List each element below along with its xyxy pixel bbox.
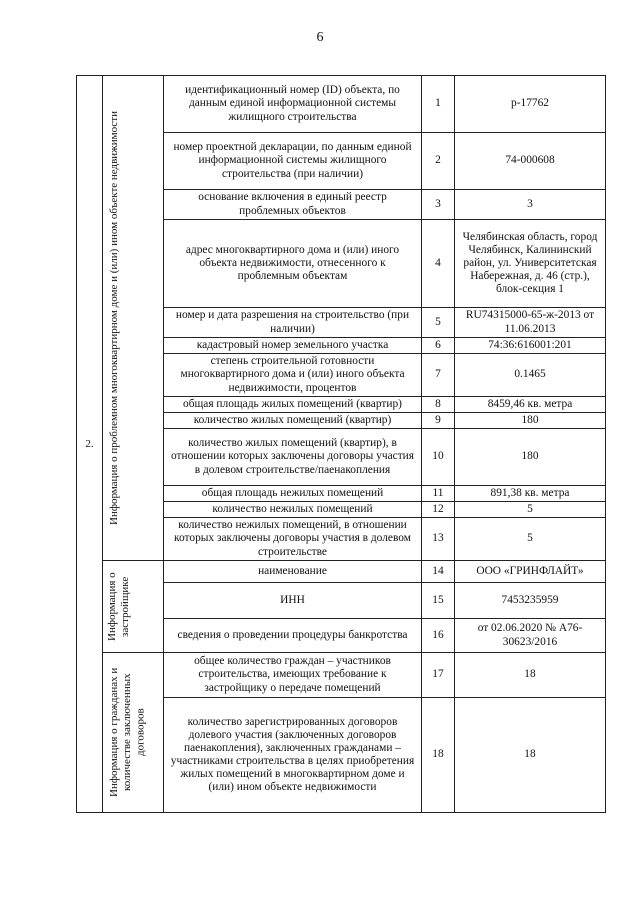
row-value: 5 [455, 518, 606, 561]
row-number: 11 [422, 486, 455, 502]
row-value: 7453235959 [455, 583, 606, 619]
row-label: количество зарегистрированных договоров долевого участия (заключенных договоров паенакопления), заключенных гражданами – участниками строительства в целях приобретения жилых помещений в многоквартирном доме и (или) ином объекте недвижимости [164, 698, 422, 813]
row-value: 0.1465 [455, 354, 606, 397]
row-label: общее количество граждан – участников строительства, имеющих требование к застройщику о передаче помещений [164, 653, 422, 698]
row-value: 180 [455, 429, 606, 486]
row-label: общая площадь нежилых помещений [164, 486, 422, 502]
row-label: степень строительной готовности многоквартирного дома и (или) иного объекта недвижимости, процентов [164, 354, 422, 397]
row-number: 5 [422, 308, 455, 338]
row-label: количество нежилых помещений, в отношении которых заключены договоры участия в долевом строительстве [164, 518, 422, 561]
row-number: 2 [422, 133, 455, 190]
row-label: количество жилых помещений (квартир) [164, 413, 422, 429]
row-number: 9 [422, 413, 455, 429]
row-label: количество жилых помещений (квартир), в отношении которых заключены договоры участия в долевом строительстве/паенакопления [164, 429, 422, 486]
row-value: 74-000608 [455, 133, 606, 190]
row-number: 16 [422, 619, 455, 653]
row-value: 18 [455, 653, 606, 698]
row-label: наименование [164, 561, 422, 583]
group-developer-label: Информация о застройщике [106, 572, 132, 641]
row-number: 17 [422, 653, 455, 698]
row-label: основание включения в единый реестр проблемных объектов [164, 190, 422, 220]
group-citizens-info [103, 653, 164, 813]
row-number: 4 [422, 220, 455, 308]
table-row [77, 76, 606, 133]
row-label: сведения о проведении процедуры банкротства [164, 619, 422, 653]
table-row [77, 561, 606, 583]
row-value: р-17762 [455, 76, 606, 133]
row-value: ООО «ГРИНФЛАЙТ» [455, 561, 606, 583]
group-object-label: Информация о проблемном многоквартирном доме и (или) ином объекте недвижимости [108, 111, 120, 525]
row-number: 7 [422, 354, 455, 397]
table-row [77, 653, 606, 698]
group-object-info [103, 76, 164, 561]
row-value: RU74315000-65-ж-2013 от 11.06.2013 [455, 308, 606, 338]
group-developer-info [103, 561, 164, 653]
row-value: от 02.06.2020 № А76-30623/2016 [455, 619, 606, 653]
row-label: кадастровый номер земельного участка [164, 338, 422, 354]
row-value: Челябинская область, город Челябинск, Калининский район, ул. Университетская Набережная, д. 46 (стр.), блок-секция 1 [455, 220, 606, 308]
page-number: 6 [316, 30, 324, 45]
row-value: 3 [455, 190, 606, 220]
row-number: 18 [422, 698, 455, 813]
row-number: 6 [422, 338, 455, 354]
row-number: 10 [422, 429, 455, 486]
row-value: 74:36:616001:201 [455, 338, 606, 354]
row-value: 18 [455, 698, 606, 813]
row-number: 13 [422, 518, 455, 561]
row-value: 180 [455, 413, 606, 429]
row-label: номер и дата разрешения на строительство (при наличии) [164, 308, 422, 338]
row-value: 8459,46 кв. метра [455, 397, 606, 413]
row-number: 12 [422, 502, 455, 518]
row-value: 891,38 кв. метра [455, 486, 606, 502]
object-info-table [76, 75, 606, 813]
row-number: 14 [422, 561, 455, 583]
row-label: общая площадь жилых помещений (квартир) [164, 397, 422, 413]
group-citizens-label: Информация о гражданах и количестве заключенных договоров [108, 667, 147, 798]
row-label: ИНН [164, 583, 422, 619]
row-value: 5 [455, 502, 606, 518]
row-number: 1 [422, 76, 455, 133]
row-number: 15 [422, 583, 455, 619]
row-label: идентификационный номер (ID) объекта, по данным единой информационной системы жилищного строительства [164, 76, 422, 133]
row-label: количество нежилых помещений [164, 502, 422, 518]
row-label: адрес многоквартирного дома и (или) иного объекта недвижимости, отнесенного к проблемным объектам [164, 220, 422, 308]
row-label: номер проектной декларации, по данным единой информационной системы жилищного строительства (при наличии) [164, 133, 422, 190]
section-number: 2. [77, 76, 103, 813]
row-number: 8 [422, 397, 455, 413]
row-number: 3 [422, 190, 455, 220]
